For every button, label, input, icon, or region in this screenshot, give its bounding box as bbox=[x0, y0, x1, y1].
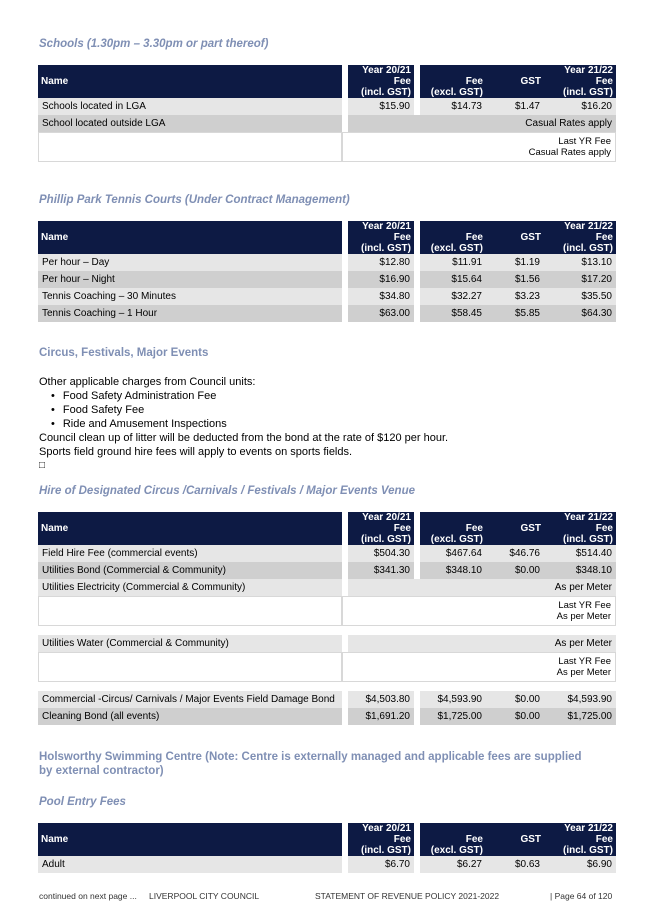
header-fee-incl-prev: Fee (incl. GST) bbox=[342, 76, 414, 98]
header-fee-excl: Fee (excl. GST) bbox=[414, 76, 486, 98]
header-fee-incl-prev: Fee (incl. GST) bbox=[342, 834, 414, 856]
footer-document-title: STATEMENT OF REVENUE POLICY 2021-2022 bbox=[315, 891, 500, 901]
hire-fee-table bbox=[38, 512, 616, 725]
circus-bullet-list bbox=[39, 389, 448, 431]
table-row: Utilities Water (Commercial & Community) As per Meter bbox=[38, 635, 616, 652]
table-row: Tennis Coaching – 1 Hour $63.00 $58.45 $5.85 $64.30 bbox=[38, 305, 616, 322]
section-title-schools: Schools (1.30pm – 3.30pm or part thereof) bbox=[39, 38, 269, 50]
header-year-prev: Year 20/21 bbox=[342, 512, 414, 523]
header-fee-excl: Fee (excl. GST) bbox=[414, 834, 486, 856]
schools-fee-table bbox=[38, 65, 616, 162]
header-fee-incl-prev: Fee (incl. GST) bbox=[342, 232, 414, 254]
table-row: School located outside LGA Casual Rates apply bbox=[38, 115, 616, 132]
table-row-note: Last YR Fee As per Meter bbox=[38, 652, 616, 682]
table-row: Utilities Bond (Commercial & Community) $341.30 $348.10 $0.00 $348.10 bbox=[38, 562, 616, 579]
table-row: Schools located in LGA $15.90 $14.73 $1.47 $16.20 bbox=[38, 98, 616, 115]
header-fee-incl-prev: Fee (incl. GST) bbox=[342, 523, 414, 545]
header-gst: GST bbox=[486, 232, 544, 254]
circus-notes bbox=[39, 375, 448, 473]
header-year-next: Year 21/22 bbox=[544, 823, 616, 834]
section-title-holsworthy: Holsworthy Swimming Centre (Note: Centre is externally managed and applicable fees are supplied by external contractor) bbox=[39, 751, 582, 777]
table-row-note: Last YR Fee As per Meter bbox=[38, 596, 616, 626]
footer-continued: continued on next page ... bbox=[39, 891, 137, 901]
section-title-hire: Hire of Designated Circus /Carnivals / Festivals / Major Events Venue bbox=[39, 485, 416, 497]
header-gst: GST bbox=[486, 76, 544, 98]
placeholder-glyph: □ bbox=[39, 460, 46, 471]
list-item: • Food Safety Administration Fee bbox=[65, 389, 448, 403]
table-row: Cleaning Bond (all events) $1,691.20 $1,725.00 $0.00 $1,725.00 bbox=[38, 708, 616, 725]
header-year-next: Year 21/22 bbox=[544, 65, 616, 76]
header-gst: GST bbox=[486, 523, 544, 545]
header-fee-incl-next: Fee (incl. GST) bbox=[544, 523, 616, 545]
header-year-next: Year 21/22 bbox=[544, 512, 616, 523]
footer-council: LIVERPOOL CITY COUNCIL bbox=[149, 891, 260, 901]
list-item: • Food Safety Fee bbox=[65, 403, 448, 417]
table-row: Field Hire Fee (commercial events) $504.30 $467.64 $46.76 $514.40 bbox=[38, 545, 616, 562]
header-fee-excl: Fee (excl. GST) bbox=[414, 523, 486, 545]
circus-litter-note: Council clean up of litter will be deducted from the bond at the rate of $120 per hour. bbox=[39, 432, 449, 444]
header-fee-incl-next: Fee (incl. GST) bbox=[544, 232, 616, 254]
section-title-tennis: Phillip Park Tennis Courts (Under Contract Management) bbox=[39, 194, 350, 206]
header-year-prev: Year 20/21 bbox=[342, 65, 414, 76]
pool-fee-table bbox=[38, 823, 616, 873]
section-title-circus: Circus, Festivals, Major Events bbox=[39, 347, 209, 359]
header-name: Name bbox=[38, 221, 342, 254]
header-name: Name bbox=[38, 512, 342, 545]
header-fee-incl-next: Fee (incl. GST) bbox=[544, 834, 616, 856]
table-row: Utilities Electricity (Commercial & Community) As per Meter bbox=[38, 579, 616, 596]
table-row: Per hour – Day $12.80 $11.91 $1.19 $13.10 bbox=[38, 254, 616, 271]
header-gst: GST bbox=[486, 834, 544, 856]
table-row: Tennis Coaching – 30 Minutes $34.80 $32.27 $3.23 $35.50 bbox=[38, 288, 616, 305]
header-fee-incl-next: Fee (incl. GST) bbox=[544, 76, 616, 98]
tennis-fee-table bbox=[38, 221, 616, 322]
circus-sports-note: Sports field ground hire fees will apply to events on sports fields. bbox=[39, 446, 353, 458]
list-item: • Ride and Amusement Inspections bbox=[65, 417, 448, 431]
circus-intro: Other applicable charges from Council units: bbox=[39, 376, 256, 388]
header-name: Name bbox=[38, 823, 342, 856]
footer-page-number: | Page 64 of 120 bbox=[550, 891, 613, 901]
section-title-pool-entry: Pool Entry Fees bbox=[39, 796, 126, 808]
table-row: Commercial -Circus/ Carnivals / Major Events Field Damage Bond $4,503.80 $4,593.90 $0.00 $4,593.90 bbox=[38, 691, 616, 708]
header-year-next: Year 21/22 bbox=[544, 221, 616, 232]
header-name: Name bbox=[38, 65, 342, 98]
table-row: Adult $6.70 $6.27 $0.63 $6.90 bbox=[38, 856, 616, 873]
header-fee-excl: Fee (excl. GST) bbox=[414, 232, 486, 254]
header-year-prev: Year 20/21 bbox=[342, 823, 414, 834]
table-row: Per hour – Night $16.90 $15.64 $1.56 $17.20 bbox=[38, 271, 616, 288]
header-year-prev: Year 20/21 bbox=[342, 221, 414, 232]
table-row-note: Last YR Fee Casual Rates apply bbox=[38, 132, 616, 162]
